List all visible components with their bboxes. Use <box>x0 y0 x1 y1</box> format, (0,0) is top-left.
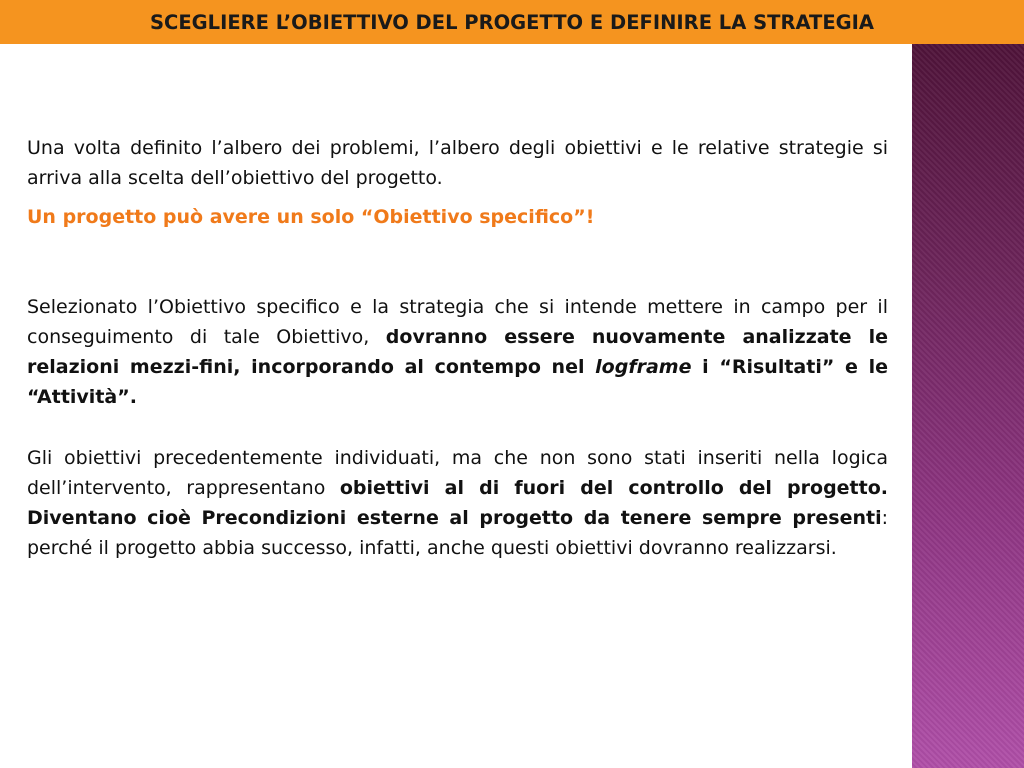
paragraph-preconditions-text: Gli obiettivi precedentemente individuati, ma che non sono stati inseriti nella logica dell’intervento, rappresentano <box>27 447 888 499</box>
paragraph-preconditions-end: : perché il progetto abbia successo, infatti, anche questi obiettivi dovranno realizzarsi. <box>27 507 888 559</box>
paragraph-preconditions-bold: obiettivi al di fuori del controllo del progetto. Diventano cioè Precondizioni esterne al progetto da tenere sempre presenti <box>27 477 888 529</box>
slide-title: SCEGLIERE L’OBIETTIVO DEL PROGETTO E DEFINIRE LA STRATEGIA <box>149 10 875 34</box>
paragraph-strategy-bold-end: i “Risultati” e le “Attività”. <box>27 356 888 408</box>
paragraph-strategy-bold: dovranno essere nuovamente analizzate le relazioni mezzi-fini, incorporando al contempo nel <box>27 326 888 378</box>
paragraph-strategy-text: Selezionato l’Obiettivo specifico e la strategia che si intende mettere in campo per il conseguimento di tale Obiettivo, <box>27 296 888 348</box>
paragraph-intro: Una volta definito l’albero dei problemi, l’albero degli obiettivi e le relative strategie si arriva alla scelta dell’obiettivo del progetto. <box>27 137 888 189</box>
paragraph-strategy <box>27 292 888 412</box>
paragraph-preconditions <box>27 443 888 563</box>
highlight-statement: Un progetto può avere un solo “Obiettivo specifico”! <box>27 206 595 228</box>
decorative-side-stripe <box>912 44 1024 768</box>
logframe-term: logframe <box>595 356 692 378</box>
slide-content <box>27 133 888 563</box>
title-bar <box>0 0 1024 44</box>
